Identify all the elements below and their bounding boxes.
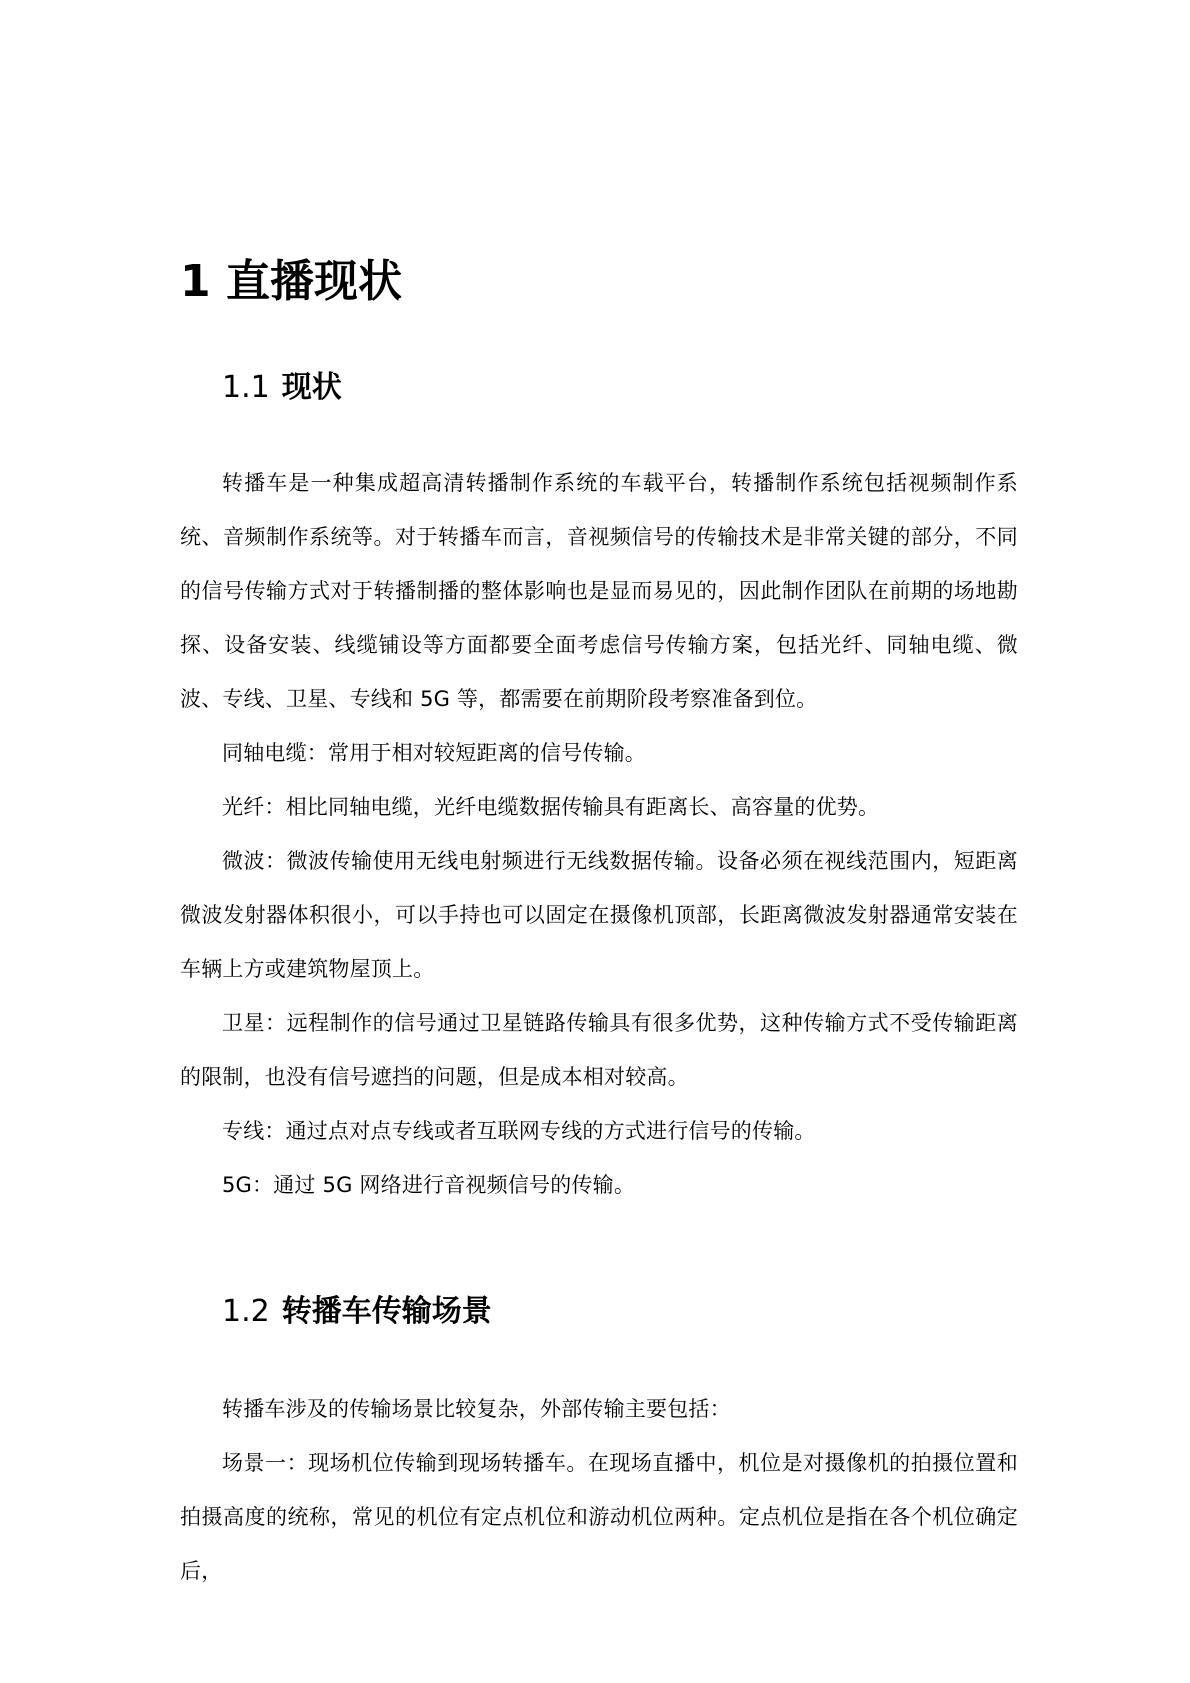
- paragraph-microwave: 微波：微波传输使用无线电射频进行无线数据传输。设备必须在视线范围内，短距离微波发射器体积很小，可以手持也可以固定在摄像机顶部，长距离微波发射器通常安装在车辆上方或建筑物屋顶上。: [180, 849, 1018, 981]
- paragraph-scenario-one: 场景一：现场机位传输到现场转播车。在现场直播中，机位是对摄像机的拍摄位置和拍摄高度的统称，常见的机位有定点机位和游动机位两种。定点机位是指在各个机位确定后，: [180, 1451, 1018, 1583]
- paragraph-intro: 转播车是一种集成超高清转播制作系统的车载平台，转播制作系统包括视频制作系统、音频制作系统等。对于转播车而言，音视频信号的传输技术是非常关键的部分，不同的信号传输方式对于转播制播的整体影响也是显而易见的，因此制作团队在前期的场地勘探、设备安装、线缆铺设等方面都要全面考虑信号传输方案，包括光纤、同轴电缆、微波、专线、卫星、专线和 5G 等，都需要在前期阶段考察准备到位。: [180, 471, 1018, 711]
- chapter-title: 直播现状: [225, 256, 402, 307]
- paragraph-5g: 5G：通过 5G 网络进行音视频信号的传输。: [222, 1173, 636, 1197]
- section-1-1-body: [180, 456, 1018, 1212]
- section-heading-1-2: [222, 1292, 492, 1332]
- section-number: 1.1: [222, 370, 270, 405]
- paragraph-fiber: 光纤：相比同轴电缆，光纤电缆数据传输具有距离长、高容量的优势。: [222, 795, 880, 819]
- paragraph-coaxial: 同轴电缆：常用于相对较短距离的信号传输。: [222, 741, 646, 765]
- paragraph-satellite: 卫星：远程制作的信号通过卫星链路传输具有很多优势，这种传输方式不受传输距离的限制，也没有信号遮挡的问题，但是成本相对较高。: [180, 1011, 1018, 1089]
- section-title: 转播车传输场景: [281, 1294, 492, 1329]
- chapter-heading: [180, 252, 402, 312]
- section-number: 1.2: [222, 1294, 270, 1329]
- section-title: 现状: [281, 370, 342, 405]
- section-1-2-body: [180, 1382, 1018, 1598]
- section-heading-1-1: [222, 368, 342, 408]
- chapter-number: 1: [180, 256, 211, 307]
- paragraph-scenarios-intro: 转播车涉及的传输场景比较复杂，外部传输主要包括：: [222, 1397, 731, 1421]
- paragraph-dedicated-line: 专线：通过点对点专线或者互联网专线的方式进行信号的传输。: [222, 1119, 816, 1143]
